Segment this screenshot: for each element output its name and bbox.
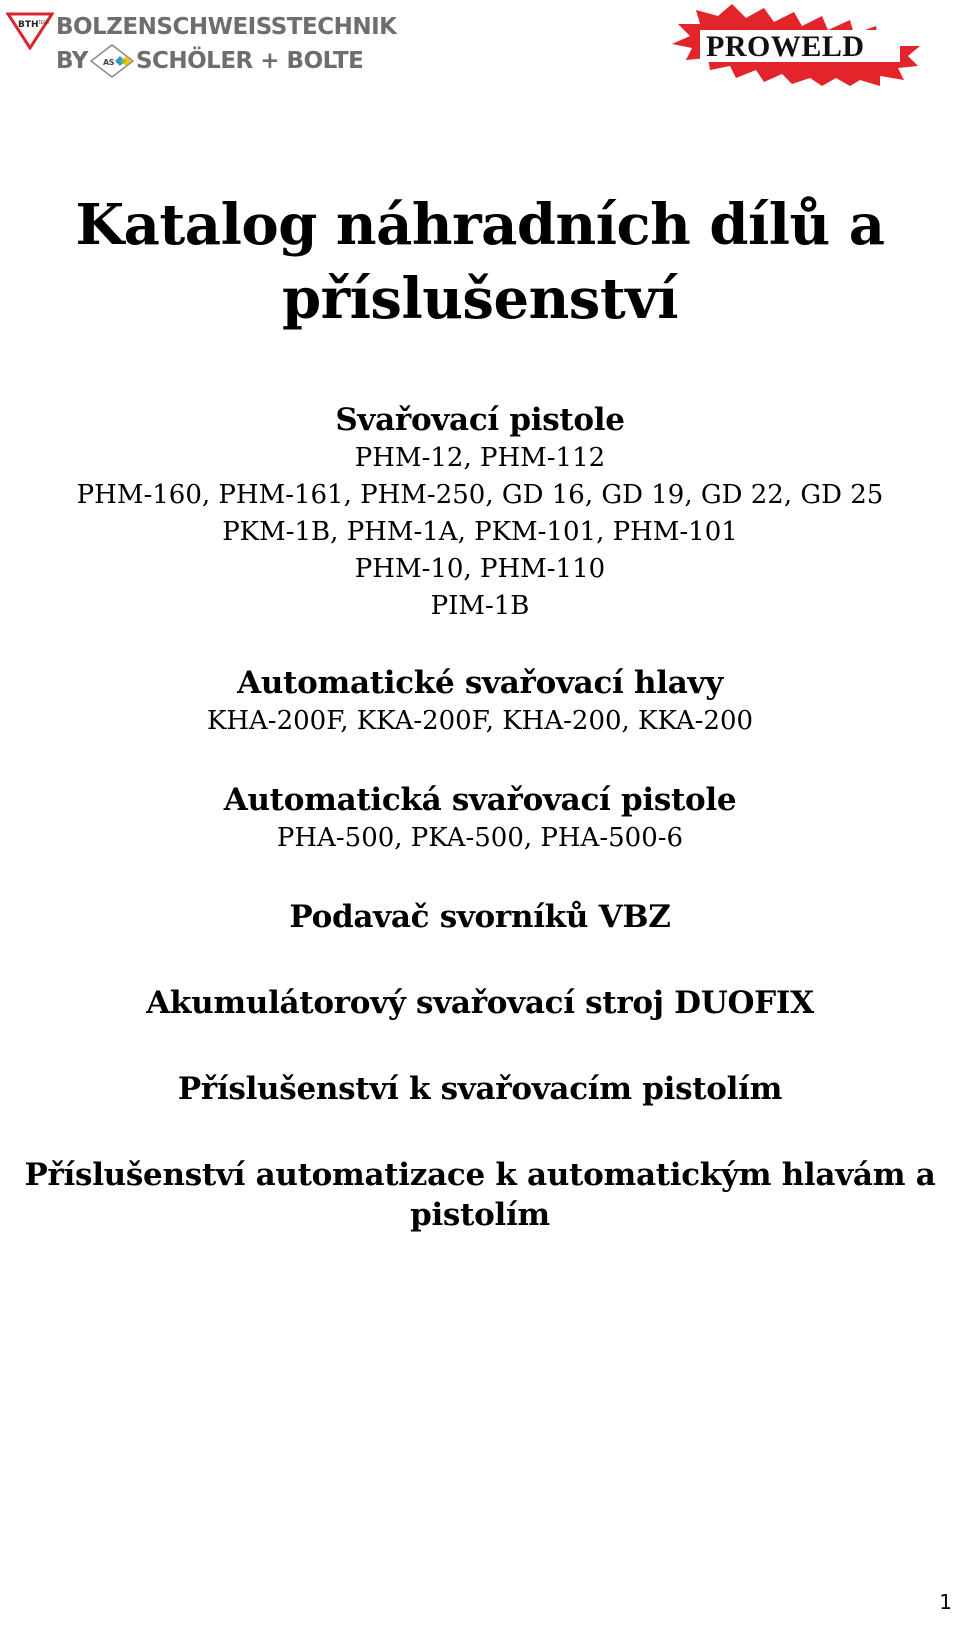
section-title-line1: Příslušenství automatizace k automatickým hlavám a xyxy=(24,1157,936,1193)
section-automation-accessories xyxy=(0,1155,960,1235)
section-battery-welder xyxy=(0,983,960,1023)
model-list-item: KHA-200F, KKA-200F, KHA-200, KKA-200 xyxy=(206,706,754,736)
page-title xyxy=(0,188,960,336)
bth-logo-schoeler-bolte: SCHÖLER + BOLTE xyxy=(135,48,364,74)
bth-triangle-icon xyxy=(6,12,54,50)
bth-logo-by: BY xyxy=(56,48,88,74)
model-list-item: PHM-10, PHM-110 xyxy=(354,554,606,584)
section-title: Automatické svařovací hlavy xyxy=(237,665,723,701)
page-number: 1 xyxy=(939,1590,952,1614)
as-badge-text: AS xyxy=(102,58,114,67)
as-diamond-icon xyxy=(90,44,134,78)
bth-logo xyxy=(6,12,397,82)
proweld-logo xyxy=(672,4,922,86)
section-gun-accessories xyxy=(0,1069,960,1109)
bth-mark-text: BTH xyxy=(18,20,39,30)
section-title: Akumulátorový svařovací stroj DUOFIX xyxy=(146,985,814,1021)
section-title-line2: pistolím xyxy=(410,1197,550,1233)
page-header xyxy=(0,0,960,90)
model-list-item: PHM-12, PHM-112 xyxy=(354,443,606,473)
page-title-line2: příslušenství xyxy=(281,266,679,332)
section-automatic-gun xyxy=(0,780,960,857)
catalog-contents xyxy=(0,400,960,1235)
section-title: Příslušenství k svařovacím pistolím xyxy=(177,1071,783,1107)
page-title-line1: Katalog náhradních dílů a xyxy=(75,192,885,258)
section-title: Podavač svorníků VBZ xyxy=(289,899,671,935)
model-list-item: PHA-500, PKA-500, PHA-500-6 xyxy=(276,823,684,853)
proweld-logo-text: PROWELD xyxy=(706,30,865,63)
section-title: Automatická svařovací pistole xyxy=(223,782,737,818)
section-welding-guns xyxy=(0,400,960,625)
model-list-item: PKM-1B, PHM-1A, PKM-101, PHM-101 xyxy=(222,517,738,547)
bth-logo-line1: BOLZENSCHWEISSTECHNIK xyxy=(56,14,397,40)
model-list-item: PIM-1B xyxy=(430,591,530,621)
bth-logo-line2 xyxy=(56,44,363,78)
section-automatic-heads xyxy=(0,663,960,740)
section-stud-feeder xyxy=(0,897,960,937)
bth-mark-subtext: TECH xyxy=(38,20,49,25)
model-list-item: PHM-160, PHM-161, PHM-250, GD 16, GD 19, GD 22, GD 25 xyxy=(76,480,884,510)
section-title: Svařovací pistole xyxy=(335,402,625,438)
